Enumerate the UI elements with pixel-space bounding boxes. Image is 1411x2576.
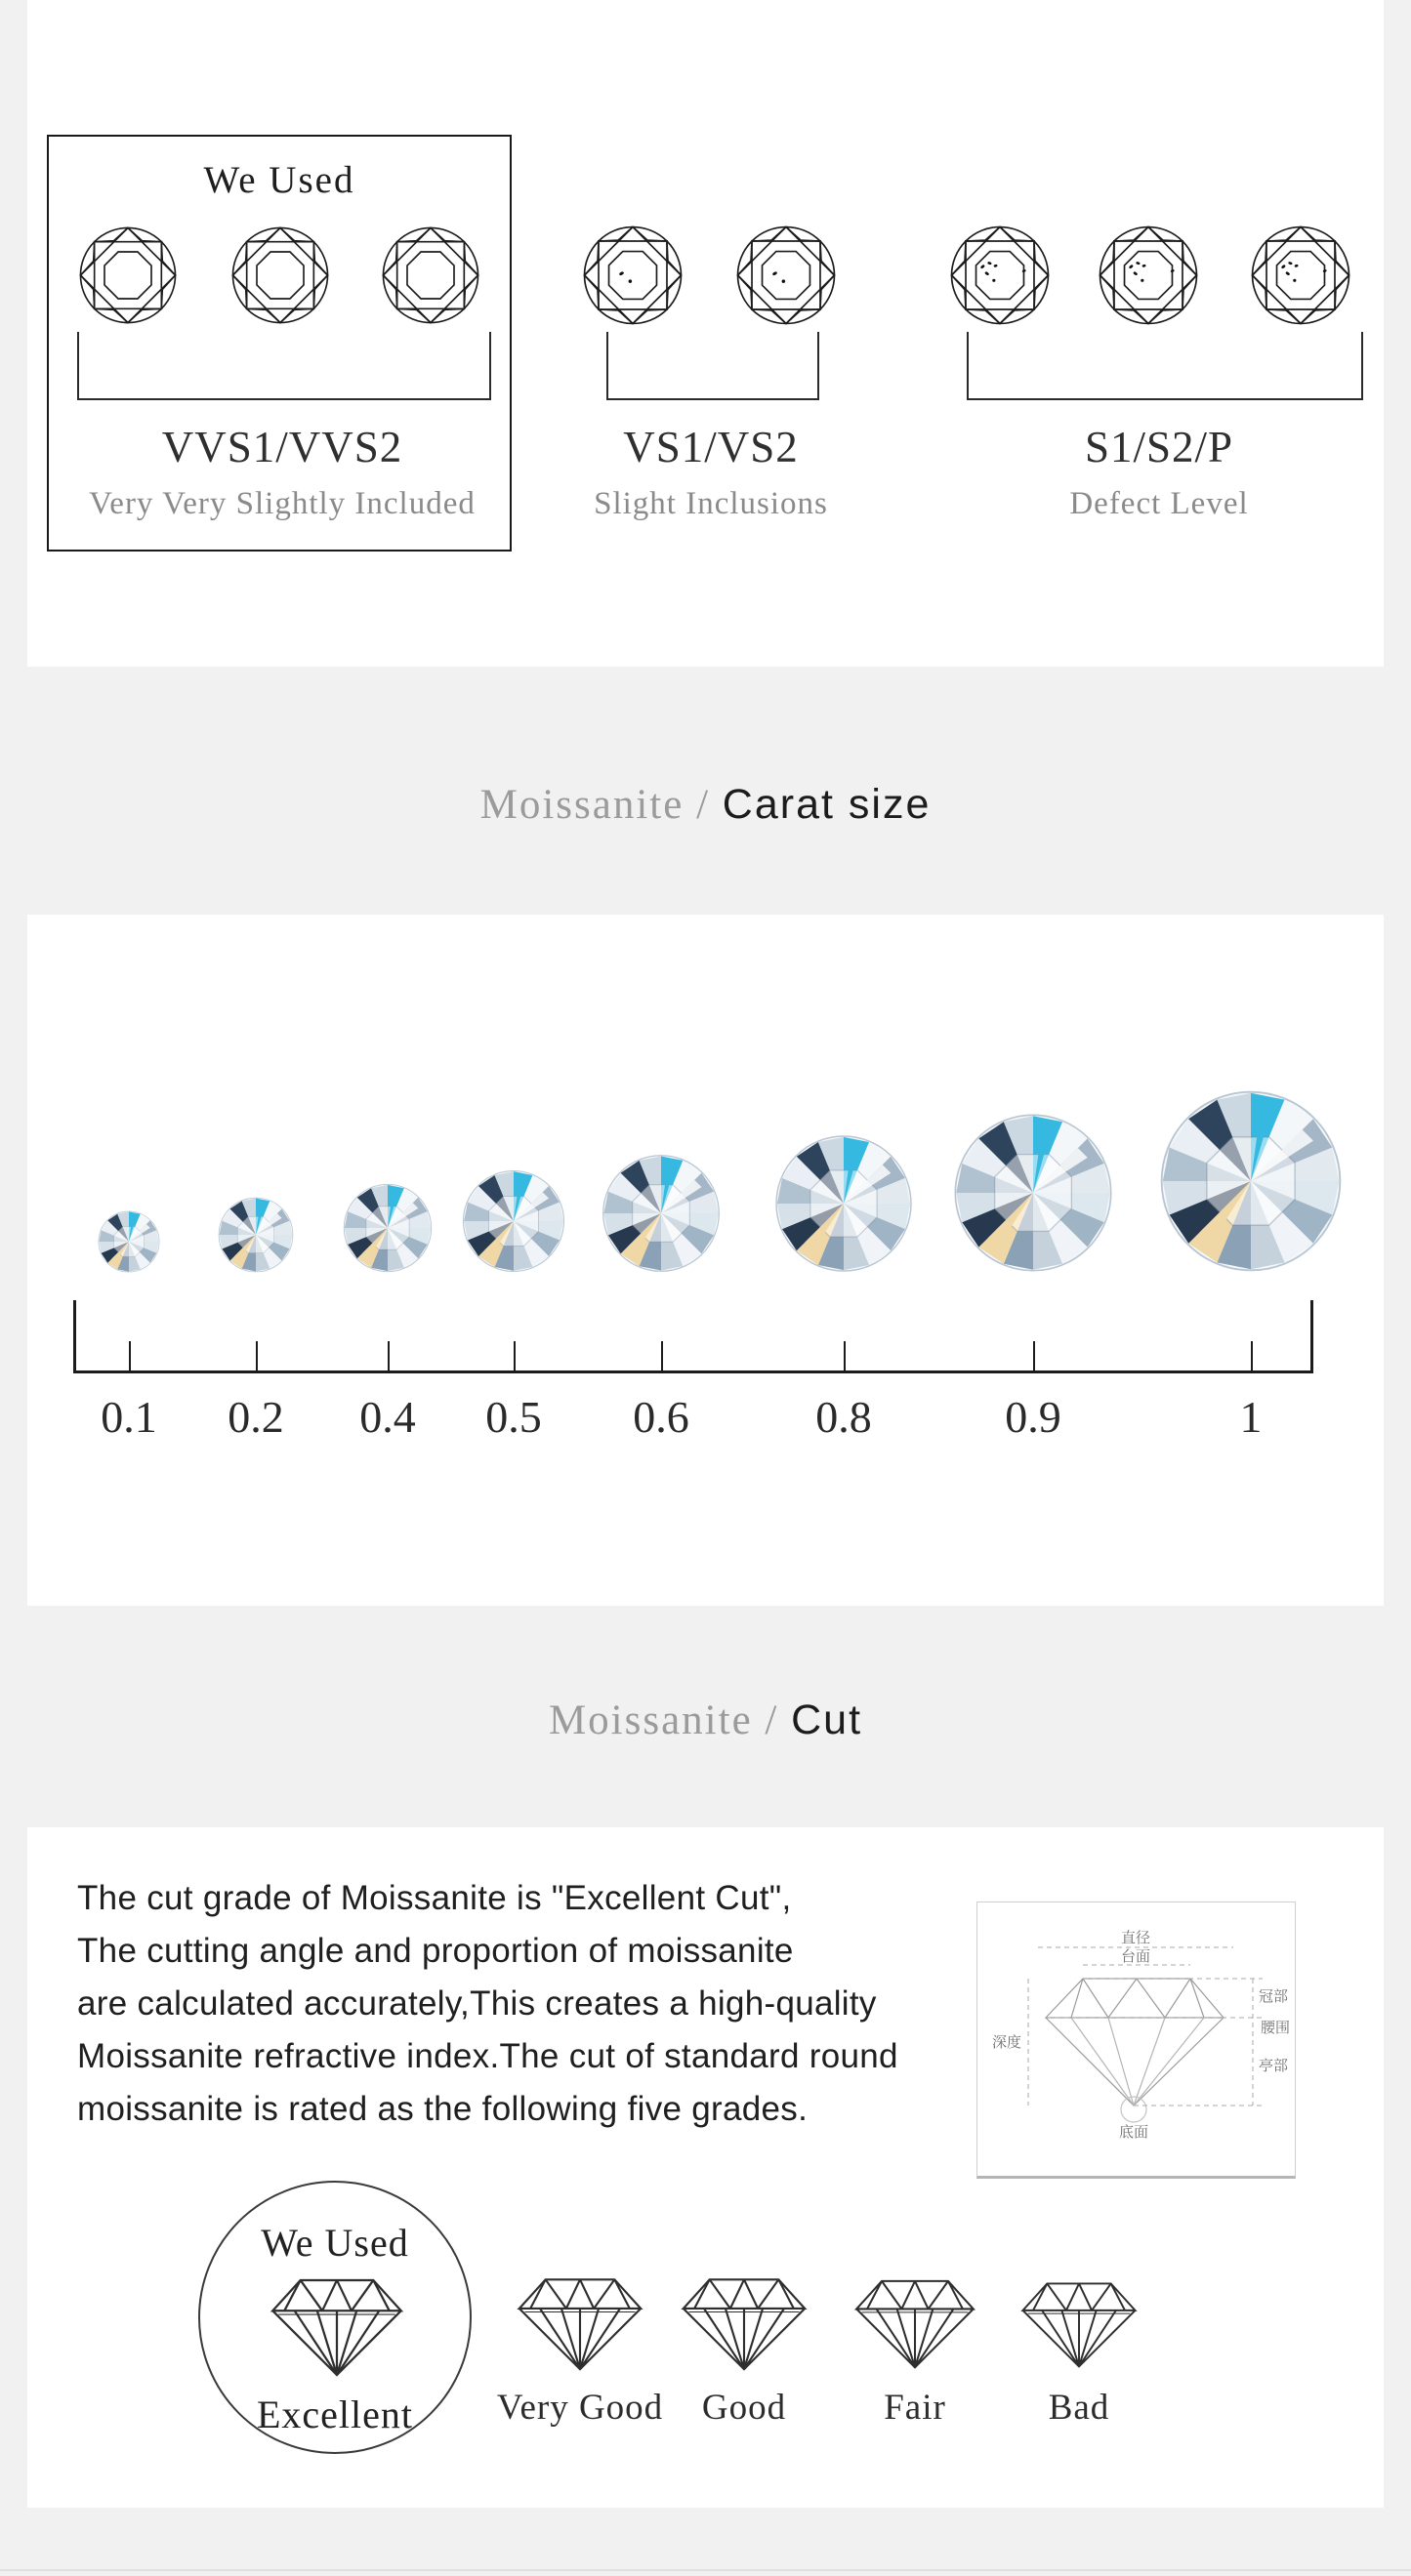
carat-value: 0.1 [101,1392,157,1442]
cut-description-line: Moissanite refractive index.The cut of standard round [77,2037,898,2075]
diamond-top-view-clean [77,225,179,326]
diamond-top-view-si [1097,224,1200,327]
group-bracket [606,332,819,400]
diamond-top-view-si [948,224,1052,327]
carat-value: 0.4 [359,1392,416,1442]
carat-gem-0.4 [343,1183,433,1273]
carat-section [27,915,1384,1606]
carat-gem-0.8 [774,1134,913,1273]
carat-gem-0.9 [953,1113,1113,1273]
diamond-top-view-clean [229,225,331,326]
diamond-top-view-vs [581,224,685,327]
ruler-tick [844,1341,846,1370]
clarity-grade-label: VS1/VS2 [623,423,799,471]
diamond-side-view-excellent [255,2269,419,2378]
diamond-side-view-good [666,2269,822,2372]
carat-value: 0.8 [815,1392,872,1442]
carat-gem-0.6 [602,1154,721,1273]
cut-description-line: The cutting angle and proportion of moissanite [77,1932,794,1970]
cut-proportion-diagram [976,1901,1296,2179]
diamond-top-view-clean [380,225,481,326]
cut-description-line: The cut grade of Moissanite is "Excellent Cut", [77,1879,792,1917]
diamond-top-view-si [1249,224,1352,327]
cut-grade-label: Very Good [496,2388,664,2428]
group-bracket [77,332,491,400]
carat-ruler-line [73,1370,1313,1373]
cut-grade-label: Bad [1048,2388,1110,2428]
carat-value: 0.5 [485,1392,542,1442]
diagram-label-depth: 深度 [991,2033,1022,2051]
cut-grade-label: Good [701,2388,787,2428]
cut-description-line: are calculated accurately,This creates a high-quality [77,1984,877,2023]
ruler-tick [514,1341,516,1370]
heading-main: Carat size [722,781,932,828]
diagram-label-table: 台面 [1120,1947,1151,1965]
carat-gem-0.2 [218,1197,294,1273]
ruler-tick [1251,1341,1253,1370]
featured-cut-circle [198,2181,472,2454]
clarity-grade-desc: Very Very Slightly Included [89,486,476,521]
clarity-grade-desc: Slight Inclusions [594,486,828,521]
diagram-label-culet: 底面 [1118,2123,1149,2141]
diagram-label-diameter: 直径 [1120,1929,1151,1946]
carat-section-heading [0,781,1411,829]
heading-prefix: Moissanite / [548,1697,779,1743]
carat-gem-1 [1159,1089,1343,1273]
ruler-end-tick-left [73,1300,76,1370]
heading-prefix: Moissanite / [479,782,711,828]
cut-description-line: moissanite is rated as the following five grades. [77,2090,809,2128]
diamond-proportion-sketch [977,1902,1295,2176]
carat-value: 0.6 [633,1392,689,1442]
clarity-section [27,0,1384,667]
ruler-tick [256,1341,258,1370]
diamond-side-view-bad [1001,2273,1157,2369]
ruler-tick [1033,1341,1035,1370]
ruler-tick [388,1341,390,1370]
carat-gem-0.1 [98,1210,160,1273]
diagram-label-crown: 冠部 [1258,1987,1289,2005]
diagram-label-pavilion: 亭部 [1258,2057,1289,2074]
carat-value: 0.9 [1005,1392,1061,1442]
diamond-side-view-fair [837,2270,993,2370]
featured-cut-grade: Excellent [256,2392,414,2436]
clarity-grade-label: VVS1/VVS2 [161,423,403,471]
carat-gem-0.5 [462,1169,565,1273]
carat-value: 0.2 [228,1392,284,1442]
heading-main: Cut [791,1697,863,1743]
diagram-label-girdle: 腰围 [1260,2019,1291,2036]
cut-section [27,1827,1384,2508]
we-used-label: We Used [203,159,355,201]
ruler-tick [129,1341,131,1370]
cut-section-heading [0,1697,1411,1744]
diamond-side-view-very-good [502,2269,658,2372]
featured-cut-title: We Used [261,2221,409,2265]
group-bracket [967,332,1363,400]
ruler-end-tick-right [1310,1300,1313,1370]
ruler-tick [661,1341,663,1370]
diamond-top-view-vs [734,224,838,327]
clarity-grade-desc: Defect Level [1069,486,1249,521]
bottom-separator [0,2569,1411,2571]
cut-grade-label: Fair [884,2388,946,2428]
clarity-grade-label: S1/S2/P [1084,423,1234,471]
carat-value: 1 [1239,1392,1263,1442]
cut-description [77,1872,898,2136]
